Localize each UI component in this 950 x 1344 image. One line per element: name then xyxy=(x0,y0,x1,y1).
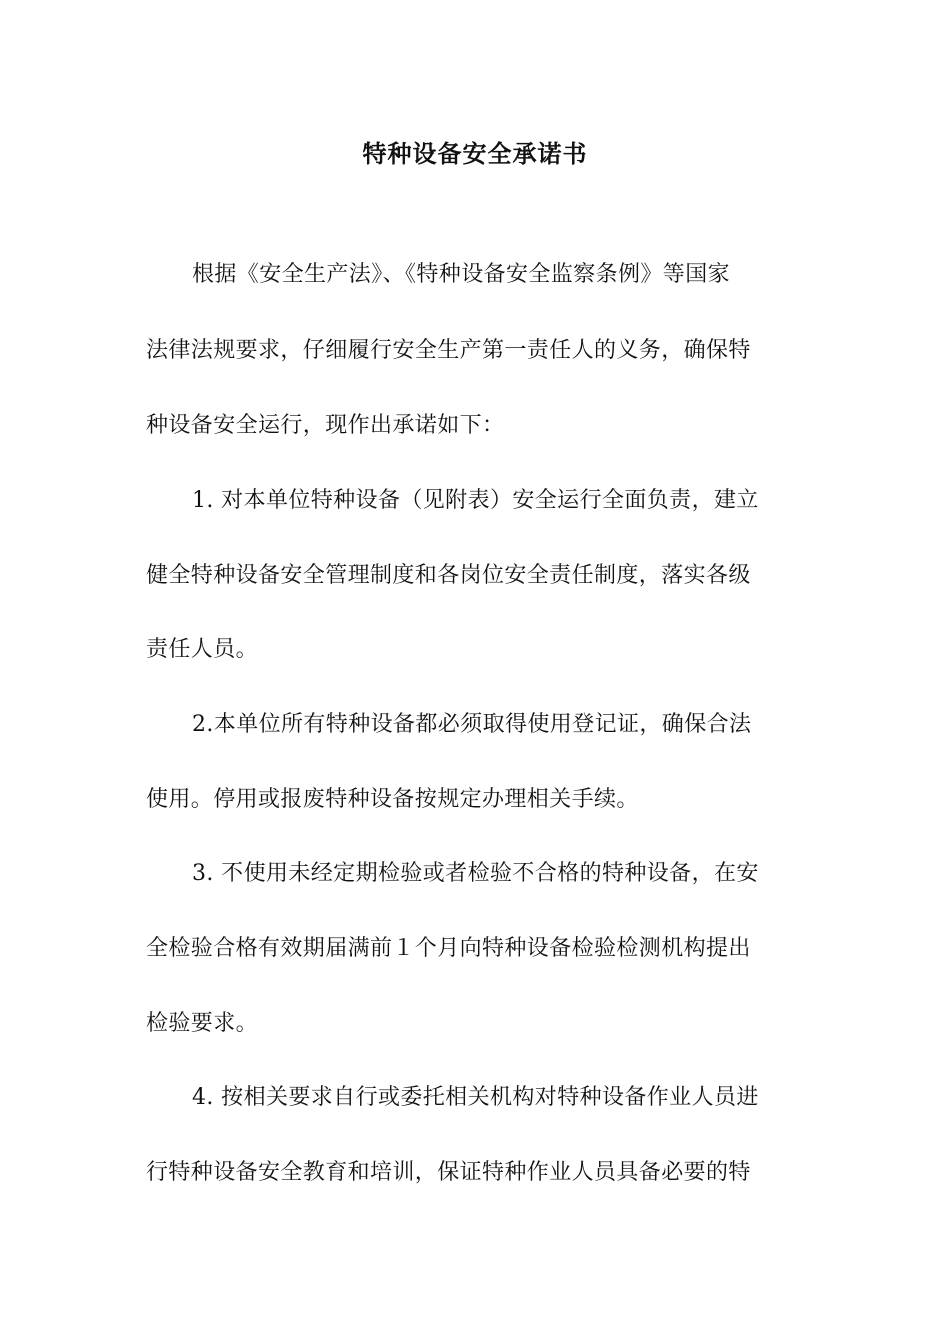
intro-line-1: 根据《安全生产法》、《特种设备安全监察条例》等国家 xyxy=(192,262,731,287)
intro-line-3: 种设备安全运行，现作出承诺如下： xyxy=(146,413,505,438)
document-title: 特种设备安全承诺书 xyxy=(362,139,588,168)
item1-line-1: 1. 对本单位特种设备（见附表）安全运行全面负责，建立 xyxy=(192,488,759,513)
item3-line-1: 3. 不使用未经定期检验或者检验不合格的特种设备，在安 xyxy=(192,861,759,886)
item2-line-2: 使用。停用或报废特种设备按规定办理相关手续。 xyxy=(146,787,639,812)
item3-line-3: 检验要求。 xyxy=(146,1011,259,1036)
item2-line-1: 2.本单位所有特种设备都必须取得使用登记证，确保合法 xyxy=(192,712,752,737)
item1-line-2: 健全特种设备安全管理制度和各岗位安全责任制度，落实各级 xyxy=(146,563,751,588)
item1-line-3: 责任人员。 xyxy=(146,637,259,662)
item3-line-2: 全检验合格有效期届满前１个月向特种设备检验检测机构提出 xyxy=(146,936,751,961)
item4-line-2: 行特种设备安全教育和培训，保证特种作业人员具备必要的特 xyxy=(146,1160,751,1185)
intro-line-2: 法律法规要求，仔细履行安全生产第一责任人的义务，确保特 xyxy=(146,338,751,363)
item4-line-1: 4. 按相关要求自行或委托相关机构对特种设备作业人员进 xyxy=(192,1085,759,1110)
